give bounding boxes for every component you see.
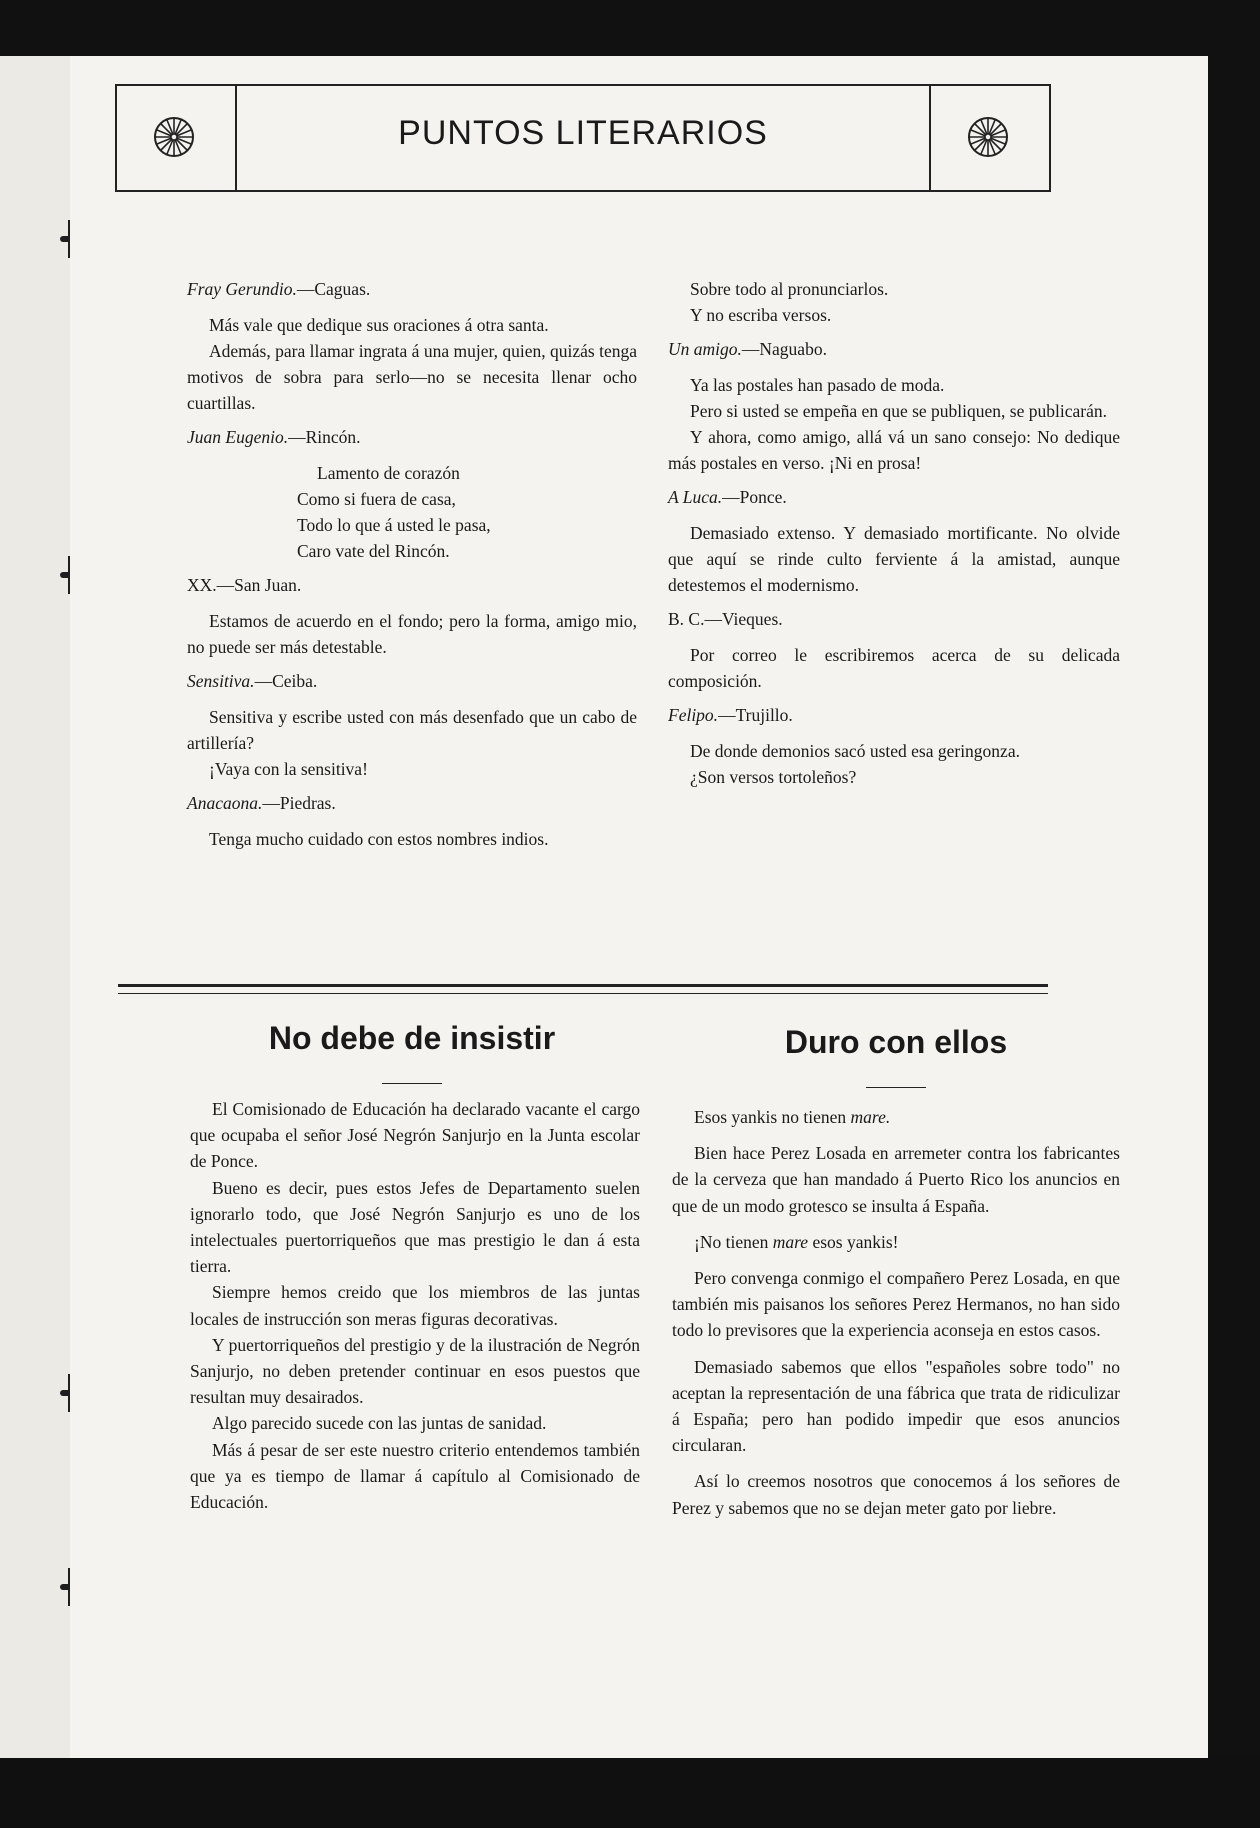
reply-text: De donde demonios sacó usted esa geringonza. [690, 741, 1020, 761]
article-paragraph: Algo parecido sucede con las juntas de sanidad. [212, 1413, 547, 1434]
correspondent-place: —Rincón. [288, 427, 361, 447]
reply-text: Sobre todo al pronunciarlos. [690, 279, 889, 299]
poem-line: Caro vate del Rincón. [297, 541, 450, 561]
rosette-icon [967, 116, 1009, 158]
reply-text: ¡Vaya con la sensitiva! [209, 759, 368, 779]
title-rule [382, 1083, 442, 1084]
section-divider [118, 993, 1048, 994]
correspondent-label: XX.—San Juan. [187, 575, 302, 595]
correspondent-place: —Ponce. [722, 487, 787, 507]
correspondent-name: Felipo. [668, 705, 719, 725]
article-body [672, 1104, 1120, 1521]
correspondent-name: Un amigo. [668, 339, 742, 359]
reply-text: Y no escriba versos. [690, 305, 832, 325]
reply-text: Pero si usted se empeña en que se publiquen, se publicarán. [690, 401, 1107, 421]
correspondent-name: Juan Eugenio. [187, 427, 289, 447]
article-paragraph: Y puertorriqueños del prestigio y de la ilustración de Negrón Sanjurjo, no deben pretender continuar en esos puestos que resultan muy desairados. [190, 1334, 640, 1408]
correspondent-place: —Ceiba. [254, 671, 318, 691]
article-title: Duro con ellos [784, 1024, 1008, 1060]
reply-text: Demasiado extenso. Y demasiado mortificante. No olvide que aquí se rinde culto ferviente á la amistad, aunque detestemos el modernismo. [668, 523, 1120, 595]
article-paragraph: Bueno es decir, pues estos Jefes de Departamento suelen ignorarlo todo, que José Negrón Sanjurjo es uno de los intelectuales puertorriqueños que mas prestigio le dan á esta tierra. [190, 1177, 640, 1277]
title-rule [866, 1087, 926, 1088]
correspondent-name: A Luca. [668, 487, 723, 507]
reply-text: Además, para llamar ingrata á una mujer, quien, quizás tenga motivos de sobra para serlo—no se necesita llenar ocho cuartillas. [187, 341, 637, 413]
reply-text: ¿Son versos tortoleños? [690, 767, 857, 787]
correspondent-name: Anacaona. [187, 793, 263, 813]
poem-line: Todo lo que á usted le pasa, [297, 515, 491, 535]
header-ornament-right [929, 86, 1049, 190]
correspondent-place: —Piedras. [262, 793, 336, 813]
reply-text: Sensitiva y escribe usted con más desenfado que un cabo de artillería? [187, 707, 637, 753]
reply-text: Por correo le escribiremos acerca de su delicada composición. [668, 645, 1120, 691]
poem [297, 460, 637, 564]
replies-right-column [668, 276, 1120, 790]
header-ornament-left [117, 86, 237, 190]
reply-text: Y ahora, como amigo, allá vá un sano consejo: No dedique más postales en verso. ¡Ni en prosa! [668, 427, 1120, 473]
correspondent-name: Sensitiva. [187, 671, 255, 691]
article-body [190, 1096, 640, 1515]
article-paragraph: Más á pesar de ser este nuestro criterio entendemos también que ya es tiempo de llamar á capítulo al Comisionado de Educación. [190, 1439, 640, 1513]
section-header [115, 84, 1051, 192]
article-title: No debe de insistir [268, 1020, 556, 1056]
poem-line: Como si fuera de casa, [297, 489, 456, 509]
article-paragraph: Pero convenga conmigo el compañero Perez Losada, en que también mis paisanos los señores Perez Hermanos, no han sido todo lo previsores que la experiencia aconseja en estos casos. [672, 1268, 1120, 1341]
reply-text: Estamos de acuerdo en el fondo; pero la forma, amigo mio, no puede ser más detestable. [187, 611, 637, 657]
reply-text: Tenga mucho cuidado con estos nombres indios. [209, 829, 549, 849]
page-title: PUNTOS LITERARIOS [398, 114, 768, 152]
section-divider [118, 984, 1048, 987]
correspondent-place: —Caguas. [296, 279, 371, 299]
poem-line: Lamento de corazón [317, 463, 460, 483]
binding-margin [0, 56, 72, 1758]
rosette-icon [153, 116, 195, 158]
correspondent-place: —Naguabo. [741, 339, 827, 359]
correspondent-place: —Trujillo. [718, 705, 793, 725]
correspondent-label: B. C.—Vieques. [668, 609, 783, 629]
replies-left-column [187, 276, 637, 852]
scan-border [0, 1758, 1260, 1828]
article-paragraph: El Comisionado de Educación ha declarado vacante el cargo que ocupaba el señor José Negrón Sanjurjo en la Junta escolar de Ponce. [190, 1099, 640, 1172]
article-paragraph: Siempre hemos creido que los miembros de las juntas locales de instrucción son meras figuras decorativas. [190, 1282, 640, 1329]
article-paragraph: ¡No tienen mare esos yankis! [694, 1231, 899, 1252]
article-paragraph: Así lo creemos nosotros que conocemos á los señores de Perez y sabemos que no se dejan meter gato por liebre. [672, 1471, 1120, 1518]
article-paragraph: Bien hace Perez Losada en arremeter contra los fabricantes de la cerveza que han mandado á Puerto Rico los anuncios en que de un modo grotesco se insulta á España. [672, 1143, 1120, 1216]
reply-text: Más vale que dedique sus oraciones á otra santa. [209, 315, 549, 335]
correspondent-name: Fray Gerundio. [187, 279, 297, 299]
reply-text: Ya las postales han pasado de moda. [690, 375, 945, 395]
article-paragraph: Demasiado sabemos que ellos "españoles sobre todo" no aceptan la representación de una fábrica que trata de ridiculizar á España; pero han podido impedir que esos anuncios circularan. [672, 1356, 1120, 1456]
article-paragraph: Esos yankis no tienen mare. [694, 1107, 891, 1127]
